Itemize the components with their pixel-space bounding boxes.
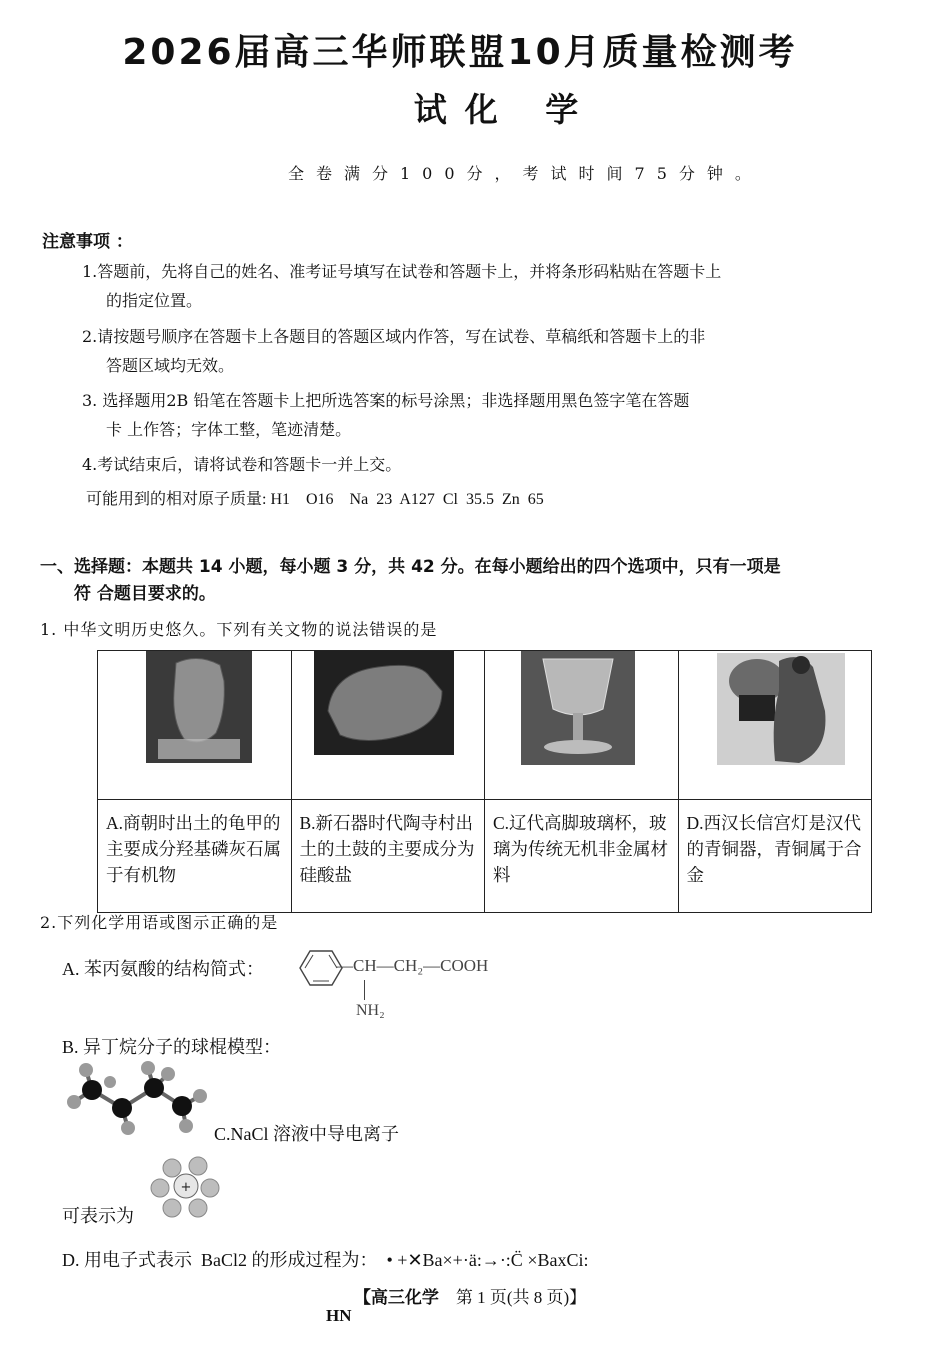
q2-option-c-tail: 可表示为 bbox=[62, 1206, 134, 1226]
artifact-image-cell bbox=[98, 651, 292, 800]
q2-option-d: D. 用电子式表示 BaCl2 的形成过程为： • +✕Ba×+·ä:→·:C̈ ×BaxCi: bbox=[62, 1250, 589, 1270]
q2-option-a: A. 苯丙氨酸的结构简式： bbox=[62, 959, 264, 979]
footer-code: HN bbox=[326, 1306, 352, 1325]
artifact-image-cell bbox=[291, 651, 485, 800]
question-2-stem: 2.下列化学用语或图示正确的是 bbox=[40, 913, 279, 932]
pottery-drum-photo bbox=[292, 651, 475, 795]
section-heading: 一、选择题：本题共 14 小题，每小题 3 分，共 42 分。在每小题给出的四个选项中，只有一项是 符 合题目要求的。 bbox=[40, 557, 781, 604]
isobutane-ball-stick-model bbox=[62, 1060, 212, 1140]
footer-subject: 【高三化学 bbox=[353, 1288, 439, 1307]
q2-option-c: C.NaCl 溶液中导电离子 bbox=[214, 1124, 400, 1144]
notice-heading: 注意事项 ： bbox=[42, 232, 133, 252]
full-score-note: 全卷满分100分，考试时间75分钟。 bbox=[288, 164, 763, 183]
atomic-masses: 可能用到的相对原子质量: H1 O16 Na 23 A127 Cl 35.5 Zn 65 bbox=[86, 491, 544, 508]
amino-bond bbox=[364, 980, 365, 1000]
artifact-image-cell bbox=[678, 651, 872, 800]
exam-subject: 试化 学 bbox=[413, 90, 597, 129]
footer-page: 第 1 页(共 8 页)】 bbox=[455, 1288, 587, 1307]
glass-cup-photo bbox=[485, 651, 668, 795]
option-d: D.西汉长信宫灯是汉代的青铜器，青铜属于合金 bbox=[678, 800, 872, 913]
question-1-stem: 1. 中华文明历史悠久。下列有关文物的说法错误的是 bbox=[40, 620, 438, 639]
notice-item-3: 3. 选择题用2B 铅笔在答题卡上把所选答案的标号涂黑；非选择题用黑色签字笔在答题 卡 上作答；字体工整，笔迹清楚。 bbox=[82, 391, 690, 439]
hydrated-ion-model bbox=[150, 1152, 222, 1222]
notice-item-2: 2.请按题号顺序在答题卡上各题目的答题区域内作答，写在试卷、草稿纸和答题卡上的非 答题区域均无效。 bbox=[82, 327, 706, 375]
option-a: A.商朝时出土的龟甲的主要成分羟基磷灰石属于有机物 bbox=[98, 800, 292, 913]
page-footer bbox=[0, 1283, 940, 1308]
bronze-lamp-photo bbox=[679, 651, 883, 795]
q2-option-b: B. 异丁烷分子的球棍模型： bbox=[62, 1037, 282, 1057]
oracle-bone-photo bbox=[98, 651, 299, 795]
notice-item-4: 4.考试结束后，请将试卷和答题卡一并上交。 bbox=[82, 455, 402, 474]
exam-title: 2026届高三华师联盟10月质量检测考 bbox=[122, 32, 798, 73]
option-b: B.新石器时代陶寺村出土的土鼓的主要成分为硅酸盐 bbox=[291, 800, 485, 913]
phenylalanine-chain: —CH—CH₂—COOH bbox=[336, 956, 489, 975]
artifact-table bbox=[97, 650, 872, 913]
option-c: C.辽代高脚玻璃杯，玻璃为传统无机非金属材料 bbox=[485, 800, 679, 913]
ion-charge-label: + bbox=[180, 1180, 192, 1195]
amino-group: NH₂ bbox=[356, 1002, 385, 1019]
artifact-image-cell bbox=[485, 651, 679, 800]
notice-item-1: 1.答题前，先将自己的姓名、准考证号填写在试卷和答题卡上，并将条形码粘贴在答题卡上 的指定位置。 bbox=[82, 262, 722, 310]
